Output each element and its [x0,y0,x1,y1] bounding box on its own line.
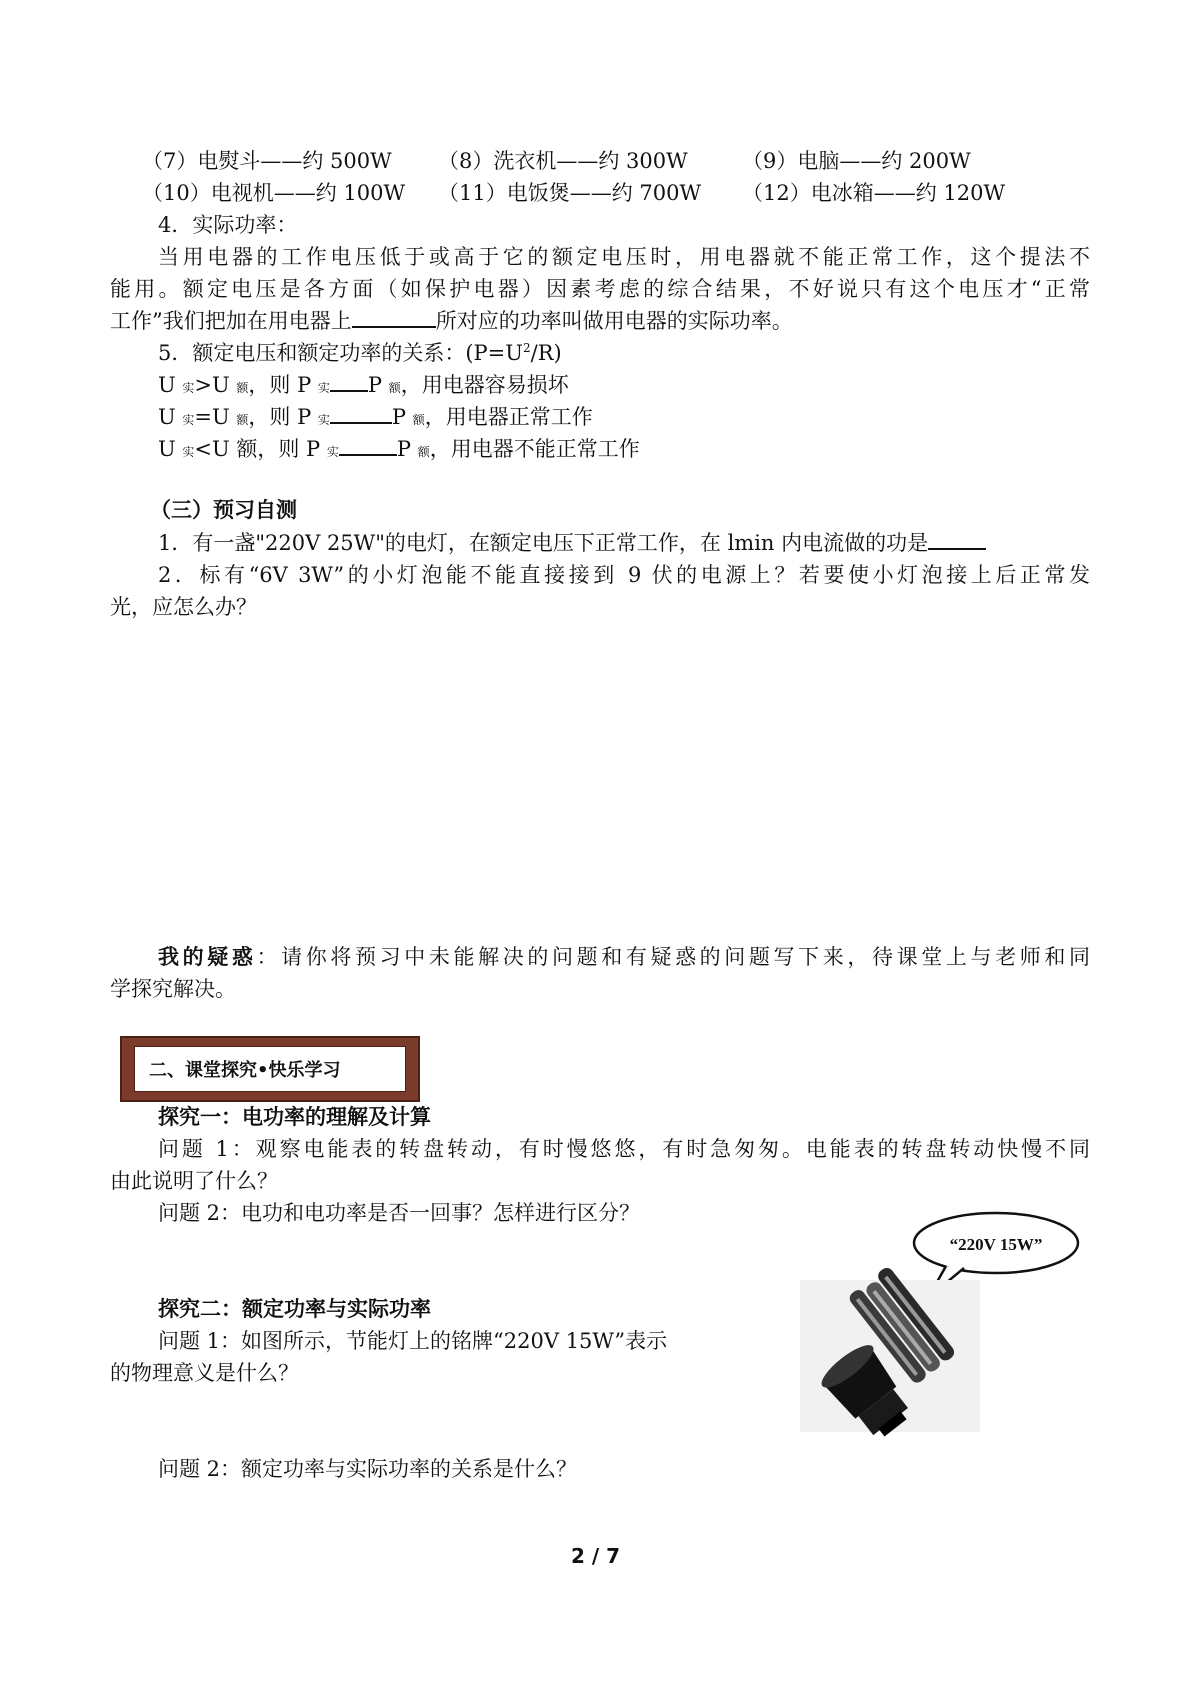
subscript-actual: 实 [182,445,195,459]
appliance-item-10: （10）电视机——约 100W [142,181,406,205]
fill-blank[interactable] [330,404,392,424]
actual-power-para-line1: 当用电器的工作电压低于或高于它的额定电压时，用电器就不能正常工作，这个提法不 [158,245,1090,269]
explore-2-heading: 探究二：额定功率与实际功率 [158,1296,431,1321]
fill-blank[interactable] [928,530,986,550]
energy-saving-lamp-figure [796,1210,1086,1440]
subscript-actual: 实 [317,413,330,427]
symbol-p: P [367,373,383,397]
symbol-u: U [158,437,176,461]
text-then-p: ，则 P [248,373,312,397]
actual-power-heading: 4．实际功率： [158,213,298,237]
section-banner-title: 二、课堂探究•快乐学习 [134,1046,406,1092]
bubble-label: “220V 15W” [949,1235,1043,1254]
text-then-p: ，则 P [248,405,312,429]
subscript-rated: 额 [236,381,249,395]
symbol-p: P [391,405,407,429]
self-test-heading: （三）预习自测 [150,497,297,522]
fill-blank[interactable] [352,308,436,328]
page-number: 2 / 7 [570,1544,621,1568]
appliance-item-9: （9）电脑——约 200W [742,149,971,173]
subscript-actual: 实 [182,413,195,427]
symbol-u: U [158,405,176,429]
doubts-line1 [158,943,1090,971]
section-banner [120,1036,420,1102]
relation-row-equal [158,403,593,434]
symbol-u: U [158,373,176,397]
fill-blank[interactable] [339,436,397,456]
actual-power-para-line2: 能用。额定电压是各方面（如保护电器）因素考虑的综合结果，不好说只有这个电压才“正常 [110,277,1090,301]
fill-blank[interactable] [330,372,368,392]
explore-2-question-2: 问题 2：额定功率与实际功率的关系是什么？ [158,1457,578,1481]
explore-1-heading: 探究一：电功率的理解及计算 [158,1104,431,1129]
appliance-item-11: （11）电饭煲——约 700W [438,181,702,205]
actual-power-para-line3-start: 工作”我们把加在用电器上 [110,309,352,333]
relation-result-text: ，用电器容易损坏 [400,373,569,397]
subscript-actual: 实 [317,381,330,395]
relation-row-less [158,435,640,466]
doubts-text: ：请你将预习中未能解决的问题和有疑惑的问题写下来，待课堂上与老师和同 [256,945,1091,969]
superscript-two: 2 [522,341,531,355]
doubts-label: 我的疑惑 [158,944,257,969]
relation-result-text: ，用电器不能正常工作 [429,437,640,461]
relation-heading [158,339,562,367]
appliance-item-12: （12）电冰箱——约 120W [742,181,1006,205]
subscript-actual: 实 [182,381,195,395]
subscript-rated: 额 [417,445,430,459]
appliance-item-8: （8）洗衣机——约 300W [438,149,688,173]
explore-1-question-1-line1: 问题 1：观察电能表的转盘转动，有时慢悠悠，有时急匆匆。电能表的转盘转动快慢不同 [158,1137,1090,1161]
explore-1-question-2: 问题 2：电功和电功率是否一回事？怎样进行区分？ [158,1201,641,1225]
subscript-rated: 额 [412,413,425,427]
subscript-rated: 额 [388,381,401,395]
subscript-rated: 额 [236,413,249,427]
appliance-item-7: （7）电熨斗——约 500W [142,149,392,173]
self-test-question-1 [158,529,986,557]
self-test-question-1-text: 1．有一盏"220V 25W"的电灯，在额定电压下正常工作，在 lmin 内电流做的功是 [158,531,929,555]
doubts-line2: 学探究解决。 [110,977,236,1001]
explore-2-question-1-line1: 问题 1：如图所示，节能灯上的铭牌“220V 15W”表示 [158,1329,668,1353]
actual-power-para-line3-end: 所对应的功率叫做用电器的实际功率。 [435,309,793,333]
relation-result-text: ，用电器正常工作 [424,405,593,429]
relation-row-greater [158,371,569,402]
explore-1-question-1-line2: 由此说明了什么？ [110,1169,278,1193]
self-test-question-2-line1: 2．标有“6V 3W”的小灯泡能不能直接接到 9 伏的电源上？若要使小灯泡接上后正常发 [158,563,1090,587]
subscript-actual: 实 [326,445,339,459]
self-test-question-2-line2: 光，应怎么办？ [110,595,257,619]
symbol-u: >U [194,373,230,397]
relation-heading-text: 5．额定电压和额定功率的关系：(P=U [158,341,523,365]
text-less-then-p: <U 额，则 P [194,437,321,461]
explore-2-question-1-line2: 的物理意义是什么？ [110,1361,299,1385]
relation-heading-end: /R) [530,341,562,365]
symbol-u: =U [194,405,230,429]
symbol-p: P [396,437,412,461]
actual-power-para-line3 [110,307,793,335]
